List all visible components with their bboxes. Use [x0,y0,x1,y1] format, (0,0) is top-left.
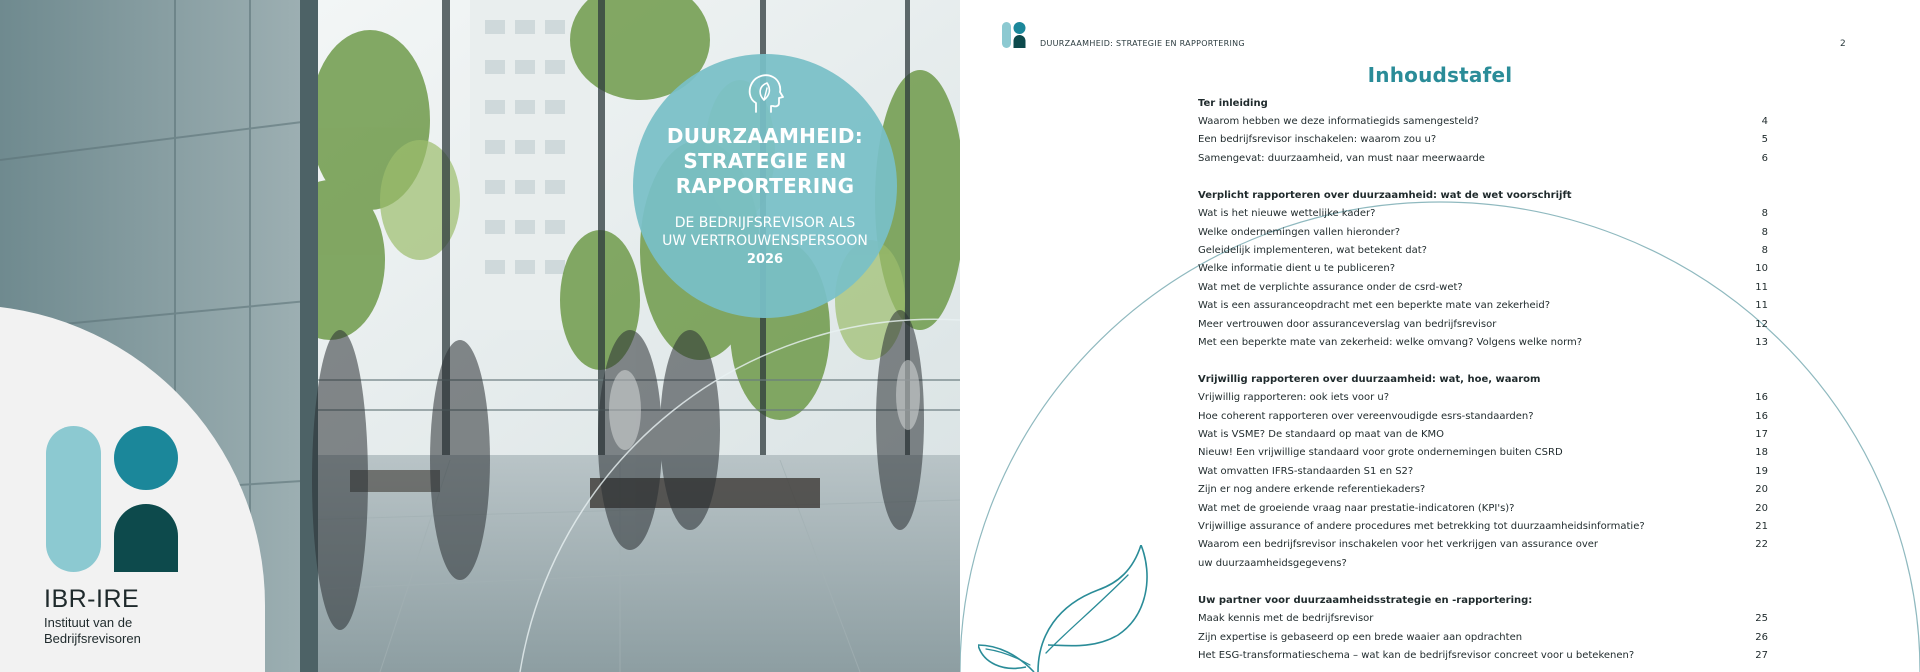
ibr-ire-logo-icon [46,426,186,572]
cover-title [633,124,897,199]
toc-entry[interactable] [1198,518,1768,536]
toc-entry-text: Wat is het nieuwe wettelijke kader? [1198,208,1376,220]
toc-entry-page: 5 [1761,134,1768,146]
toc-entry-text: Wat met de groeiende vraag naar prestatie-indicatoren (KPI's)? [1198,502,1515,514]
toc-entry-text: Waarom een bedrijfsrevisor inschakelen voor het verkrijgen van assurance over [1198,539,1599,551]
logo-text [44,585,141,646]
toc-entry-page: 27 [1755,649,1768,661]
toc-entry-page: 19 [1755,465,1768,477]
page-number: 2 [1840,39,1846,49]
toc-entry[interactable] [1198,463,1768,481]
toc-entry[interactable] [1198,389,1768,407]
toc-entry-text: Hoe coherent rapporteren over vereenvoudigde esrs-standaarden? [1198,410,1534,422]
cover-title-line-2: STRATEGIE EN [683,149,847,173]
toc-entry-text: Maak kennis met de bedrijfsrevisor [1198,613,1374,625]
toc-entry[interactable] [1198,500,1768,518]
toc-entry-text: Wat is VSME? De standaard op maat van de KMO [1198,429,1444,441]
logo-subtitle-line-1: Instituut van de [44,615,133,630]
toc-entry-page: 12 [1755,318,1768,330]
cover-subtitle [633,214,897,250]
toc-entry-page: 25 [1755,613,1768,625]
toc-page [960,0,1920,672]
toc-entry[interactable] [1198,205,1768,223]
toc-entry-page: 8 [1761,244,1768,256]
toc-entry[interactable] [1198,316,1768,334]
toc-entry-text: Zijn er nog andere erkende referentiekaders? [1198,484,1426,496]
toc-entry[interactable] [1198,481,1768,499]
cover-subtitle-line-2: UW VERTROUWENSPERSOON [662,233,868,249]
toc-entry-text: Welke informatie dient u te publiceren? [1198,263,1396,275]
toc-entry-page: 8 [1761,226,1768,238]
toc-entry-text: Wat is een assuranceopdracht met een beperkte mate van zekerheid? [1198,300,1551,312]
head-leaf-icon [746,72,784,114]
toc-entry-page: 21 [1755,521,1768,533]
toc-entry[interactable] [1198,131,1768,149]
toc-entry-text: Het ESG-transformatieschema – wat kan de bedrijfsrevisor concreet voor u betekenen? [1198,649,1635,661]
toc-entry[interactable] [1198,536,1768,554]
toc-entry-text: Een bedrijfsrevisor inschakelen: waarom zou u? [1198,134,1437,146]
toc-entry-text: Vrijwillig rapporteren: ook iets voor u? [1198,392,1390,404]
toc-entry[interactable] [1198,610,1768,628]
toc-entry-page: 16 [1755,392,1768,404]
toc-entry-page: 26 [1755,631,1768,643]
toc-section-mandatory [1198,186,1768,352]
toc-entry-text: Welke ondernemingen vallen hieronder? [1198,226,1401,238]
toc-entry[interactable] [1198,444,1768,462]
toc-entry[interactable] [1198,647,1768,665]
toc-entry-text: Wat omvatten IFRS-standaarden S1 en S2? [1198,465,1414,477]
toc-entry[interactable] [1198,334,1768,352]
toc-entry[interactable] [1198,150,1768,168]
toc-entry-page: 6 [1761,152,1768,164]
toc-entry-text: uw duurzaamheidsgegevens? [1198,557,1347,569]
toc-entry-page: 20 [1755,484,1768,496]
toc-entry-text: Nieuw! Een vrijwillige standaard voor grote ondernemingen buiten CSRD [1198,447,1563,459]
toc-entry-page: 10 [1755,263,1768,275]
toc-entry[interactable] [1198,260,1768,278]
toc-entry-page: 11 [1755,300,1768,312]
toc-entry-text: Wat met de verplichte assurance onder de csrd-wet? [1198,281,1463,293]
toc-entry-page: 8 [1761,208,1768,220]
toc-entry-page: 11 [1755,281,1768,293]
toc-section-heading: Verplicht rapporteren over duurzaamheid: wat de wet voorschrijft [1198,190,1572,202]
toc-section-intro [1198,94,1768,168]
cover-title-circle [633,54,897,318]
toc-entry[interactable] [1198,224,1768,242]
small-logo-icon [1002,22,1026,48]
toc-entry-page: 13 [1755,336,1768,348]
toc-entry[interactable] [1198,297,1768,315]
cover-title-line-1: DUURZAAMHEID: [666,124,864,148]
cover-title-line-3: RAPPORTERING [675,174,855,198]
toc-entry-page: 4 [1761,116,1768,127]
toc-entry-page: 18 [1755,447,1768,459]
toc-entry[interactable] [1198,242,1768,260]
toc-section-partner [1198,591,1768,665]
toc-entry-text: Vrijwillige assurance of andere procedures met betrekking tot duurzaamheidsinformatie? [1198,521,1645,533]
running-head: DUURZAAMHEID: STRATEGIE EN RAPPORTERING [1040,39,1245,48]
toc-entry-text: Waarom hebben we deze informatiegids samengesteld? [1198,116,1479,127]
toc-section-heading: Vrijwillig rapporteren over duurzaamheid: wat, hoe, waarom [1198,374,1541,386]
toc-entry-continuation[interactable] [1198,555,1768,573]
logo-subtitle-line-2: Bedrijfsrevisoren [44,631,141,646]
toc-entry-text: Meer vertrouwen door assuranceverslag van bedrijfsrevisor [1198,318,1497,330]
toc-entry-text: Met een beperkte mate van zekerheid: welke omvang? Volgens welke norm? [1198,336,1583,348]
cover-subtitle-line-1: DE BEDRIJFSREVISOR ALS [674,215,856,231]
toc-entry-page [1746,555,1768,573]
toc-entry-page: 22 [1755,539,1768,551]
toc-section-heading: Uw partner voor duurzaamheidsstrategie en -rapportering: [1198,595,1533,607]
toc-section-voluntary [1198,370,1768,573]
toc-entry[interactable] [1198,408,1768,426]
toc-entry[interactable] [1198,629,1768,647]
leaf-outline-icon [978,545,1158,672]
toc-section-heading: Ter inleiding [1198,98,1268,109]
toc-entry[interactable] [1198,426,1768,444]
toc-entry[interactable] [1198,113,1768,131]
logo-name: IBR-IRE [44,585,140,613]
table-of-contents [1198,94,1768,672]
toc-entry-page: 16 [1755,410,1768,422]
toc-entry-text: Zijn expertise is gebaseerd op een brede waaier aan opdrachten [1198,631,1523,643]
toc-entry-text: Samengevat: duurzaamheid, van must naar meerwaarde [1198,152,1485,164]
toc-entry-page: 17 [1755,429,1768,441]
toc-entry[interactable] [1198,279,1768,297]
toc-entry-page: 20 [1755,502,1768,514]
toc-title: Inhoudstafel [1367,63,1513,87]
cover-year: 2026 [746,252,784,267]
toc-entry-text: Geleidelijk implementeren, wat betekent dat? [1198,244,1427,256]
